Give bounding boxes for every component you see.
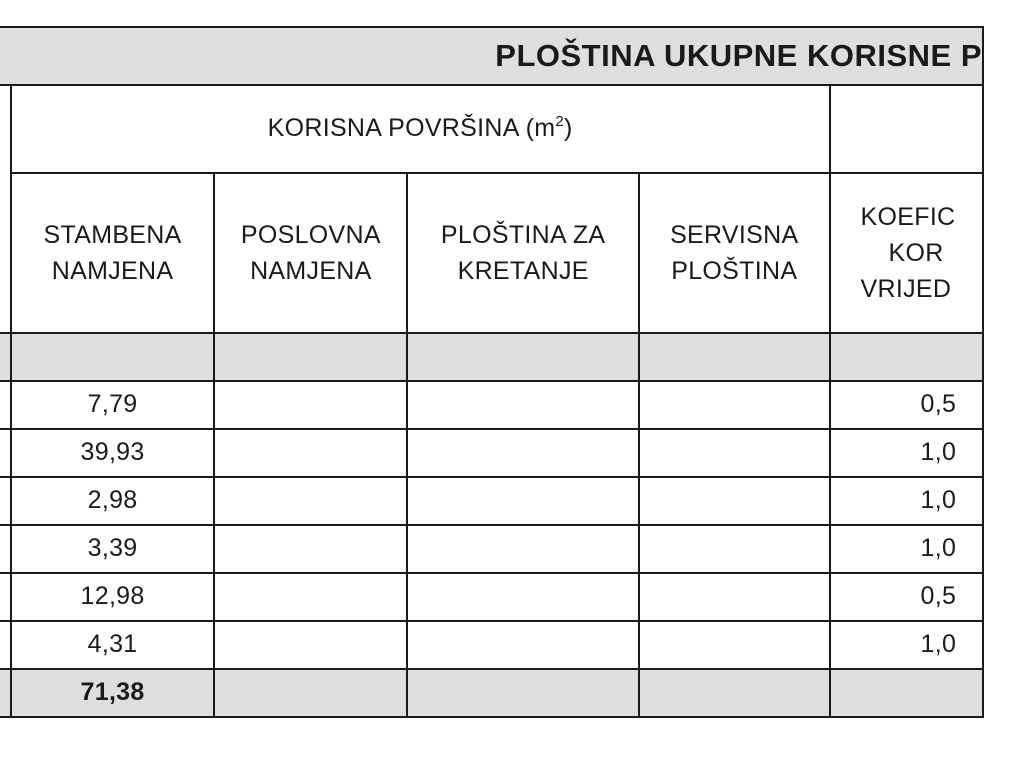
stambena-total: 71,38: [11, 669, 215, 717]
koef-value-cell: 0,5: [830, 381, 983, 429]
column-header-servisna: SERVISNA PLOŠTINA: [639, 173, 830, 333]
stambena-value: 7,79: [11, 381, 215, 429]
group-header-cell: [11, 85, 830, 173]
table-title-cell: [0, 27, 983, 85]
table-row: [0, 621, 983, 669]
table-row: [0, 573, 983, 621]
label-column-header: [0, 85, 11, 333]
stambena-value: 12,98: [11, 573, 215, 621]
koef-value-cell: 1,0: [830, 429, 983, 477]
column-header-koeficijent: KOEFIC KOR VRIJED: [830, 173, 983, 333]
group-header-text: KORISNA POVRŠINA $(m^2)$: [267, 113, 573, 143]
table-row: [0, 381, 983, 429]
stambena-value: 39,93: [11, 429, 215, 477]
column-header-poslovna: POSLOVNA NAMJENA: [214, 173, 407, 333]
total-row: [0, 669, 983, 717]
area-table: [0, 26, 984, 718]
stambena-value: 3,39: [11, 525, 215, 573]
section-band-row: [0, 333, 983, 381]
koef-value-cell: 1,0: [830, 525, 983, 573]
table-row: [0, 525, 983, 573]
column-header-row: [0, 173, 983, 333]
koef-value-cell: 0,5: [830, 573, 983, 621]
koef-value-cell: 1,0: [830, 477, 983, 525]
table-row: [0, 477, 983, 525]
stambena-value: 2,98: [11, 477, 215, 525]
stambena-value: 4,31: [11, 621, 215, 669]
group-header-row: [0, 85, 983, 173]
column-header-stambena: STAMBENA NAMJENA: [11, 173, 215, 333]
column-header-kretanje: PLOŠTINA ZA KRETANJE: [407, 173, 639, 333]
koef-group-header-cell: [830, 85, 983, 173]
table-title-row: [0, 27, 983, 85]
table-title: PLOŠTINA UKUPNE KORISNE P: [495, 38, 982, 74]
koef-value-cell: 1,0: [830, 621, 983, 669]
table-row: [0, 429, 983, 477]
